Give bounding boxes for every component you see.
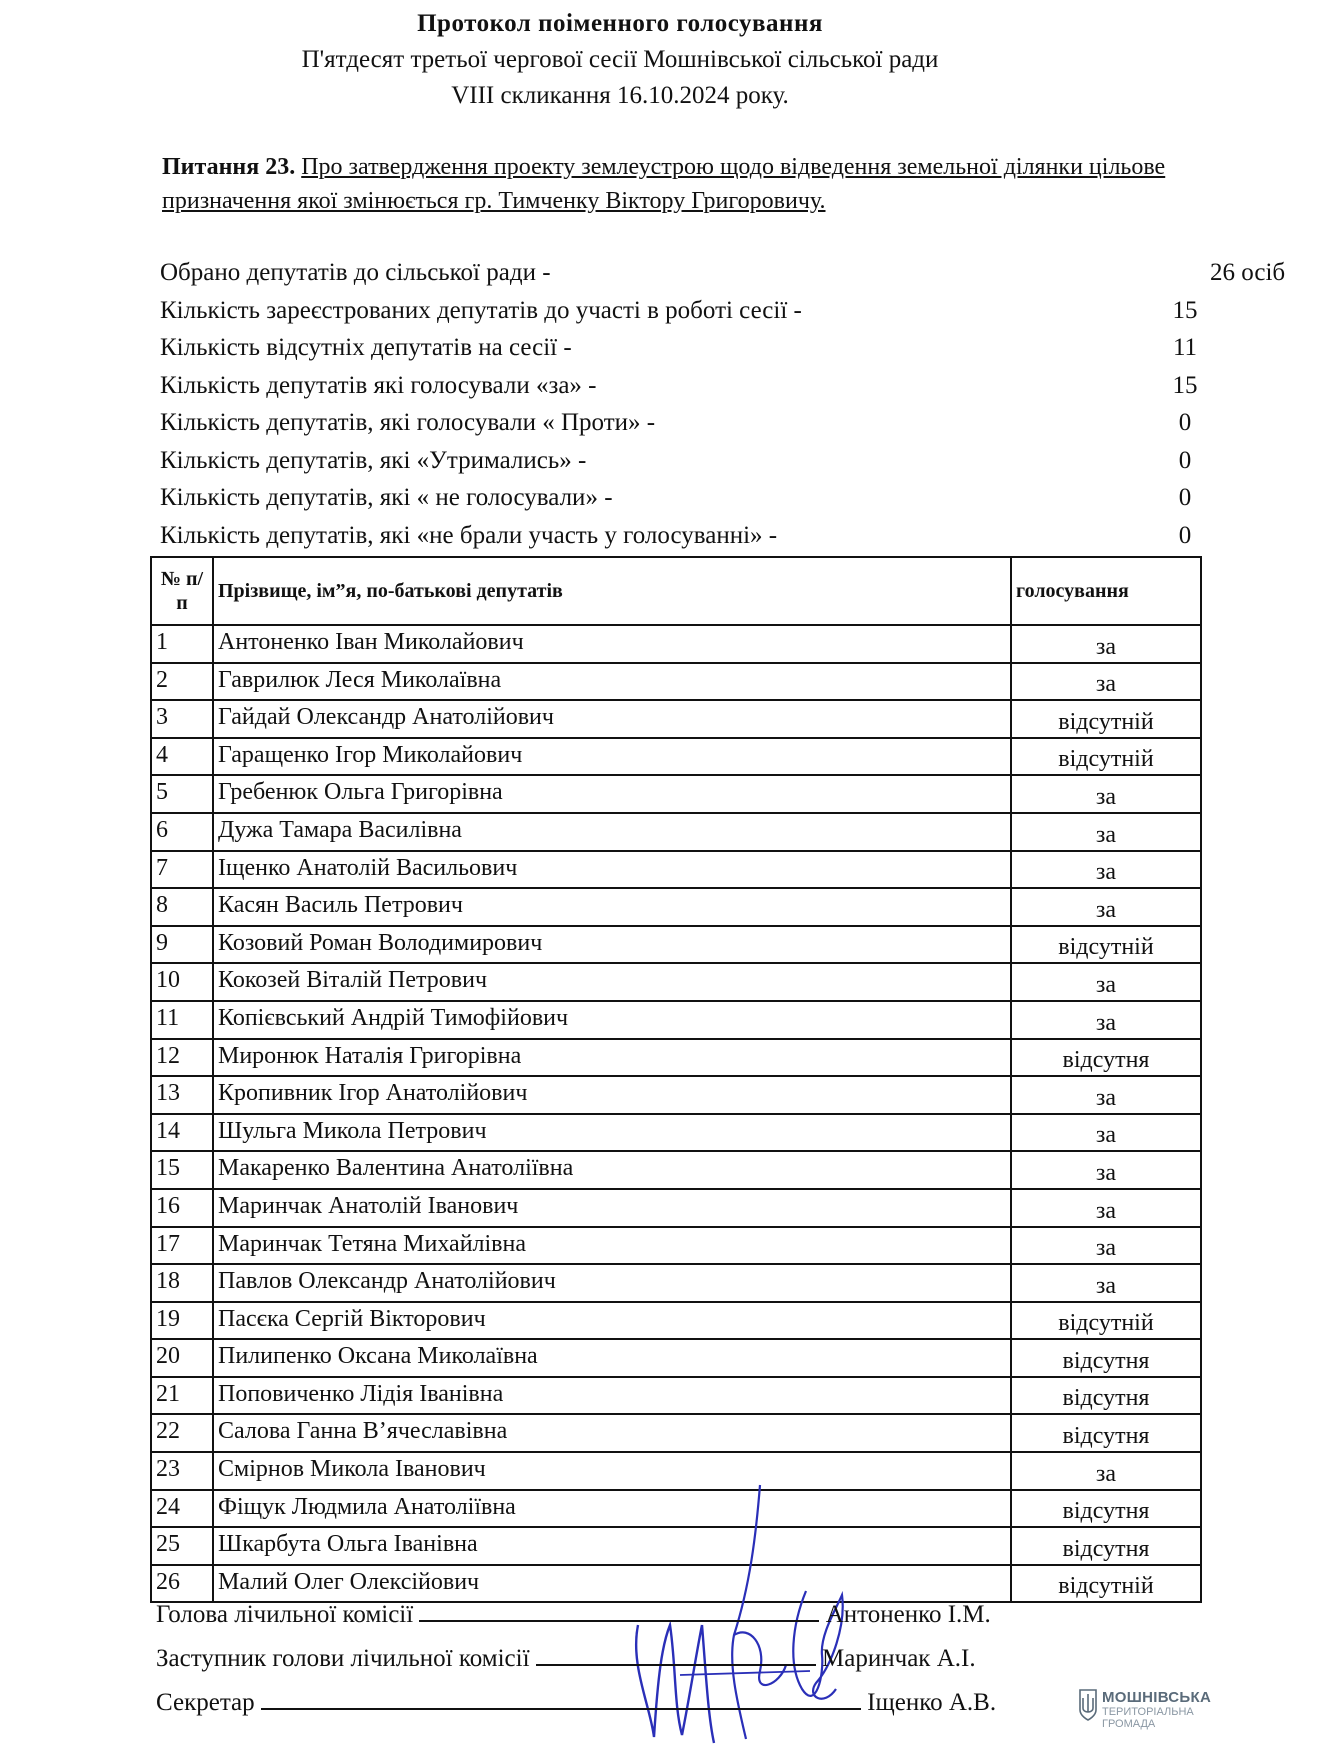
signature-name: Маринчак А.І. bbox=[822, 1645, 976, 1672]
vote-status: відсутній bbox=[1011, 700, 1201, 738]
deputy-name: Фіщук Людмила Анатоліївна bbox=[213, 1490, 1011, 1528]
signature-role: Заступник голови лічильної комісії bbox=[156, 1645, 530, 1672]
row-number: 15 bbox=[151, 1151, 213, 1189]
column-header-vote: голосування bbox=[1011, 557, 1201, 625]
row-number: 7 bbox=[151, 851, 213, 889]
table-row bbox=[151, 1076, 1201, 1114]
table-row bbox=[151, 1039, 1201, 1077]
deputy-name: Поповиченко Лідія Іванівна bbox=[213, 1377, 1011, 1415]
document-title: Протокол поіменного голосування bbox=[417, 10, 823, 37]
vote-status: за bbox=[1011, 888, 1201, 926]
vote-status: відсутня bbox=[1011, 1490, 1201, 1528]
row-number: 10 bbox=[151, 963, 213, 1001]
vote-status: за bbox=[1011, 813, 1201, 851]
stat-value: 0 bbox=[1178, 446, 1192, 474]
table-row bbox=[151, 888, 1201, 926]
deputy-name: Касян Василь Петрович bbox=[213, 888, 1011, 926]
deputy-name: Гаращенко Ігор Миколайович bbox=[213, 738, 1011, 776]
signature-line bbox=[419, 1592, 819, 1622]
deputy-name: Смірнов Микола Іванович bbox=[213, 1452, 1011, 1490]
stat-value: 11 bbox=[1172, 334, 1198, 361]
deputy-name: Шульга Микола Петрович bbox=[213, 1114, 1011, 1152]
row-number: 2 bbox=[151, 663, 213, 701]
stat-label: Кількість зареєстрованих депутатів до участі в роботі сесії - bbox=[160, 296, 802, 324]
signature-role: Секретар bbox=[156, 1689, 255, 1716]
community-logo bbox=[1078, 1686, 1228, 1746]
table-row bbox=[151, 1189, 1201, 1227]
table-row bbox=[151, 851, 1201, 889]
stat-row bbox=[160, 404, 1192, 442]
vote-status: за bbox=[1011, 1151, 1201, 1189]
stat-value: 0 bbox=[1178, 484, 1192, 511]
vote-status: за bbox=[1011, 625, 1201, 663]
deputy-name: Антоненко Іван Миколайович bbox=[213, 625, 1011, 663]
vote-status: за bbox=[1011, 1076, 1201, 1114]
deputy-name: Іщенко Анатолій Васильович bbox=[213, 851, 1011, 889]
deputy-name: Кокозей Віталій Петрович bbox=[213, 963, 1011, 1001]
deputy-name: Копієвський Андрій Тимофійович bbox=[213, 1001, 1011, 1039]
stat-value: 0 bbox=[1178, 521, 1192, 549]
deputy-name: Миронюк Наталія Григорівна bbox=[213, 1039, 1011, 1077]
table-row bbox=[151, 738, 1201, 776]
row-number: 19 bbox=[151, 1302, 213, 1340]
table-body bbox=[151, 625, 1201, 1602]
stat-value: 26 осіб bbox=[1210, 259, 1286, 286]
deputy-name: Маринчак Анатолій Іванович bbox=[213, 1189, 1011, 1227]
row-number: 24 bbox=[151, 1490, 213, 1528]
table-row bbox=[151, 663, 1201, 701]
stat-label: Обрано депутатів до сільської ради - bbox=[160, 259, 551, 286]
logo-subtitle bbox=[1102, 1706, 1194, 1730]
vote-status: відсутній bbox=[1011, 1565, 1201, 1603]
row-number: 3 bbox=[151, 700, 213, 738]
convocation-line: VIII скликання 16.10.2024 року. bbox=[451, 82, 789, 109]
deputy-name: Салова Ганна В’ячеславівна bbox=[213, 1414, 1011, 1452]
row-number: 9 bbox=[151, 926, 213, 964]
document-header bbox=[0, 6, 1240, 114]
table-header-row bbox=[151, 557, 1201, 625]
table-row bbox=[151, 775, 1201, 813]
vote-status: за bbox=[1011, 1264, 1201, 1302]
table-row bbox=[151, 700, 1201, 738]
deputy-name: Малий Олег Олексійович bbox=[213, 1565, 1011, 1603]
row-number: 17 bbox=[151, 1227, 213, 1265]
signature-line bbox=[536, 1636, 816, 1666]
vote-summary bbox=[160, 254, 1286, 554]
question-block: Питання 23. Про затвердження проекту землеустрою щодо відведення земельної ділянки цільове призначення якої змінюється гр. Тимченку Віктору Григоровичу. bbox=[162, 154, 1166, 214]
stat-value: 15 bbox=[1172, 296, 1198, 324]
row-number: 12 bbox=[151, 1039, 213, 1077]
deputy-name: Шкарбута Ольга Іванівна bbox=[213, 1527, 1011, 1565]
table-row bbox=[151, 1001, 1201, 1039]
stat-label: Кількість відсутніх депутатів на сесії - bbox=[160, 334, 572, 361]
row-number: 16 bbox=[151, 1189, 213, 1227]
stat-value: 0 bbox=[1178, 409, 1192, 436]
row-number: 6 bbox=[151, 813, 213, 851]
vote-status: відсутня bbox=[1011, 1377, 1201, 1415]
logo-subtitle-line: ГРОМАДА bbox=[1102, 1718, 1156, 1730]
vote-status: відсутній bbox=[1011, 738, 1201, 776]
table-row bbox=[151, 1339, 1201, 1377]
row-number: 25 bbox=[151, 1527, 213, 1565]
stat-row bbox=[160, 367, 1198, 405]
table-row bbox=[151, 1377, 1201, 1415]
vote-status: відсутня bbox=[1011, 1414, 1201, 1452]
signature-block bbox=[156, 1592, 996, 1724]
stat-label: Кількість депутатів, які «не брали участь у голосуванні» - bbox=[160, 521, 778, 549]
row-number: 23 bbox=[151, 1452, 213, 1490]
vote-status: за bbox=[1011, 851, 1201, 889]
table-row bbox=[151, 625, 1201, 663]
row-number: 11 bbox=[151, 1001, 213, 1039]
signature-row bbox=[156, 1592, 996, 1636]
table-row bbox=[151, 1114, 1201, 1152]
deputy-name: Гайдай Олександр Анатолійович bbox=[213, 700, 1011, 738]
row-number: 20 bbox=[151, 1339, 213, 1377]
deputy-name: Павлов Олександр Анатолійович bbox=[213, 1264, 1011, 1302]
vote-status: відсутній bbox=[1011, 1302, 1201, 1340]
question-label: Питання 23 bbox=[162, 154, 290, 180]
stat-label: Кількість депутатів які голосували «за» - bbox=[160, 371, 597, 399]
row-number: 22 bbox=[151, 1414, 213, 1452]
logo-subtitle-line: ТЕРИТОРІАЛЬНА bbox=[1102, 1706, 1194, 1718]
vote-status: за bbox=[1011, 1001, 1201, 1039]
vote-status: за bbox=[1011, 963, 1201, 1001]
signature-row bbox=[156, 1636, 996, 1680]
signature-role: Голова лічильної комісії bbox=[156, 1601, 414, 1628]
trident-shield-icon bbox=[1078, 1688, 1098, 1722]
deputy-name: Гаврилюк Леся Миколаївна bbox=[213, 663, 1011, 701]
roll-call-table bbox=[150, 556, 1202, 1603]
table-row bbox=[151, 1302, 1201, 1340]
deputy-name: Козовий Роман Володимирович bbox=[213, 926, 1011, 964]
deputy-name: Макаренко Валентина Анатоліївна bbox=[213, 1151, 1011, 1189]
deputy-name: Дужа Тамара Василівна bbox=[213, 813, 1011, 851]
signature-name: Іщенко А.В. bbox=[867, 1689, 997, 1716]
question-text: Про затвердження проекту землеустрою щодо відведення земельної ділянки цільове призначення якої змінюється гр. Тимченку Віктору Григоровичу. bbox=[162, 154, 1166, 214]
row-number: 13 bbox=[151, 1076, 213, 1114]
vote-status: відсутня bbox=[1011, 1527, 1201, 1565]
vote-status: за bbox=[1011, 1114, 1201, 1152]
column-header-name: Прізвище, ім”я, по-батькові депутатів bbox=[213, 557, 1011, 625]
stat-row bbox=[160, 442, 1192, 480]
row-number: 18 bbox=[151, 1264, 213, 1302]
stat-label: Кількість депутатів, які « не голосували» - bbox=[160, 484, 613, 511]
table-row bbox=[151, 963, 1201, 1001]
row-number: 1 bbox=[151, 625, 213, 663]
row-number: 14 bbox=[151, 1114, 213, 1152]
signature-line bbox=[261, 1680, 861, 1710]
column-header-number: № п/п bbox=[151, 557, 213, 625]
table-row bbox=[151, 1414, 1201, 1452]
vote-status: за bbox=[1011, 775, 1201, 813]
stat-label: Кількість депутатів, які «Утримались» - bbox=[160, 446, 587, 474]
deputy-name: Кропивник Ігор Анатолійович bbox=[213, 1076, 1011, 1114]
row-number: 21 bbox=[151, 1377, 213, 1415]
vote-status: за bbox=[1011, 1227, 1201, 1265]
vote-status: відсутній bbox=[1011, 926, 1201, 964]
deputy-name: Гребенюк Ольга Григорівна bbox=[213, 775, 1011, 813]
logo-title: МОШНІВСЬКА bbox=[1102, 1689, 1212, 1706]
stat-row bbox=[160, 254, 1286, 292]
stat-row bbox=[160, 517, 1192, 555]
table-row bbox=[151, 1227, 1201, 1265]
row-number: 26 bbox=[151, 1565, 213, 1603]
vote-status: відсутня bbox=[1011, 1039, 1201, 1077]
table-row bbox=[151, 1151, 1201, 1189]
stat-row bbox=[160, 292, 1198, 330]
stat-row bbox=[160, 479, 1192, 517]
deputy-name: Пилипенко Оксана Миколаївна bbox=[213, 1339, 1011, 1377]
table-row bbox=[151, 813, 1201, 851]
stat-row bbox=[160, 329, 1198, 367]
stat-label: Кількість депутатів, які голосували « Проти» - bbox=[160, 409, 656, 436]
vote-status: за bbox=[1011, 1452, 1201, 1490]
row-number: 4 bbox=[151, 738, 213, 776]
vote-status: за bbox=[1011, 663, 1201, 701]
vote-status: за bbox=[1011, 1189, 1201, 1227]
session-line: П'ятдесят третьої чергової сесії Мошнівської сільської ради bbox=[301, 46, 939, 73]
row-number: 5 bbox=[151, 775, 213, 813]
signature-row bbox=[156, 1680, 996, 1724]
table-row bbox=[151, 1264, 1201, 1302]
deputy-name: Маринчак Тетяна Михайлівна bbox=[213, 1227, 1011, 1265]
table-row bbox=[151, 926, 1201, 964]
vote-status: відсутня bbox=[1011, 1339, 1201, 1377]
stat-value: 15 bbox=[1172, 371, 1198, 399]
row-number: 8 bbox=[151, 888, 213, 926]
deputy-name: Пасєка Сергій Вікторович bbox=[213, 1302, 1011, 1340]
signature-name: Антоненко І.М. bbox=[825, 1601, 991, 1628]
